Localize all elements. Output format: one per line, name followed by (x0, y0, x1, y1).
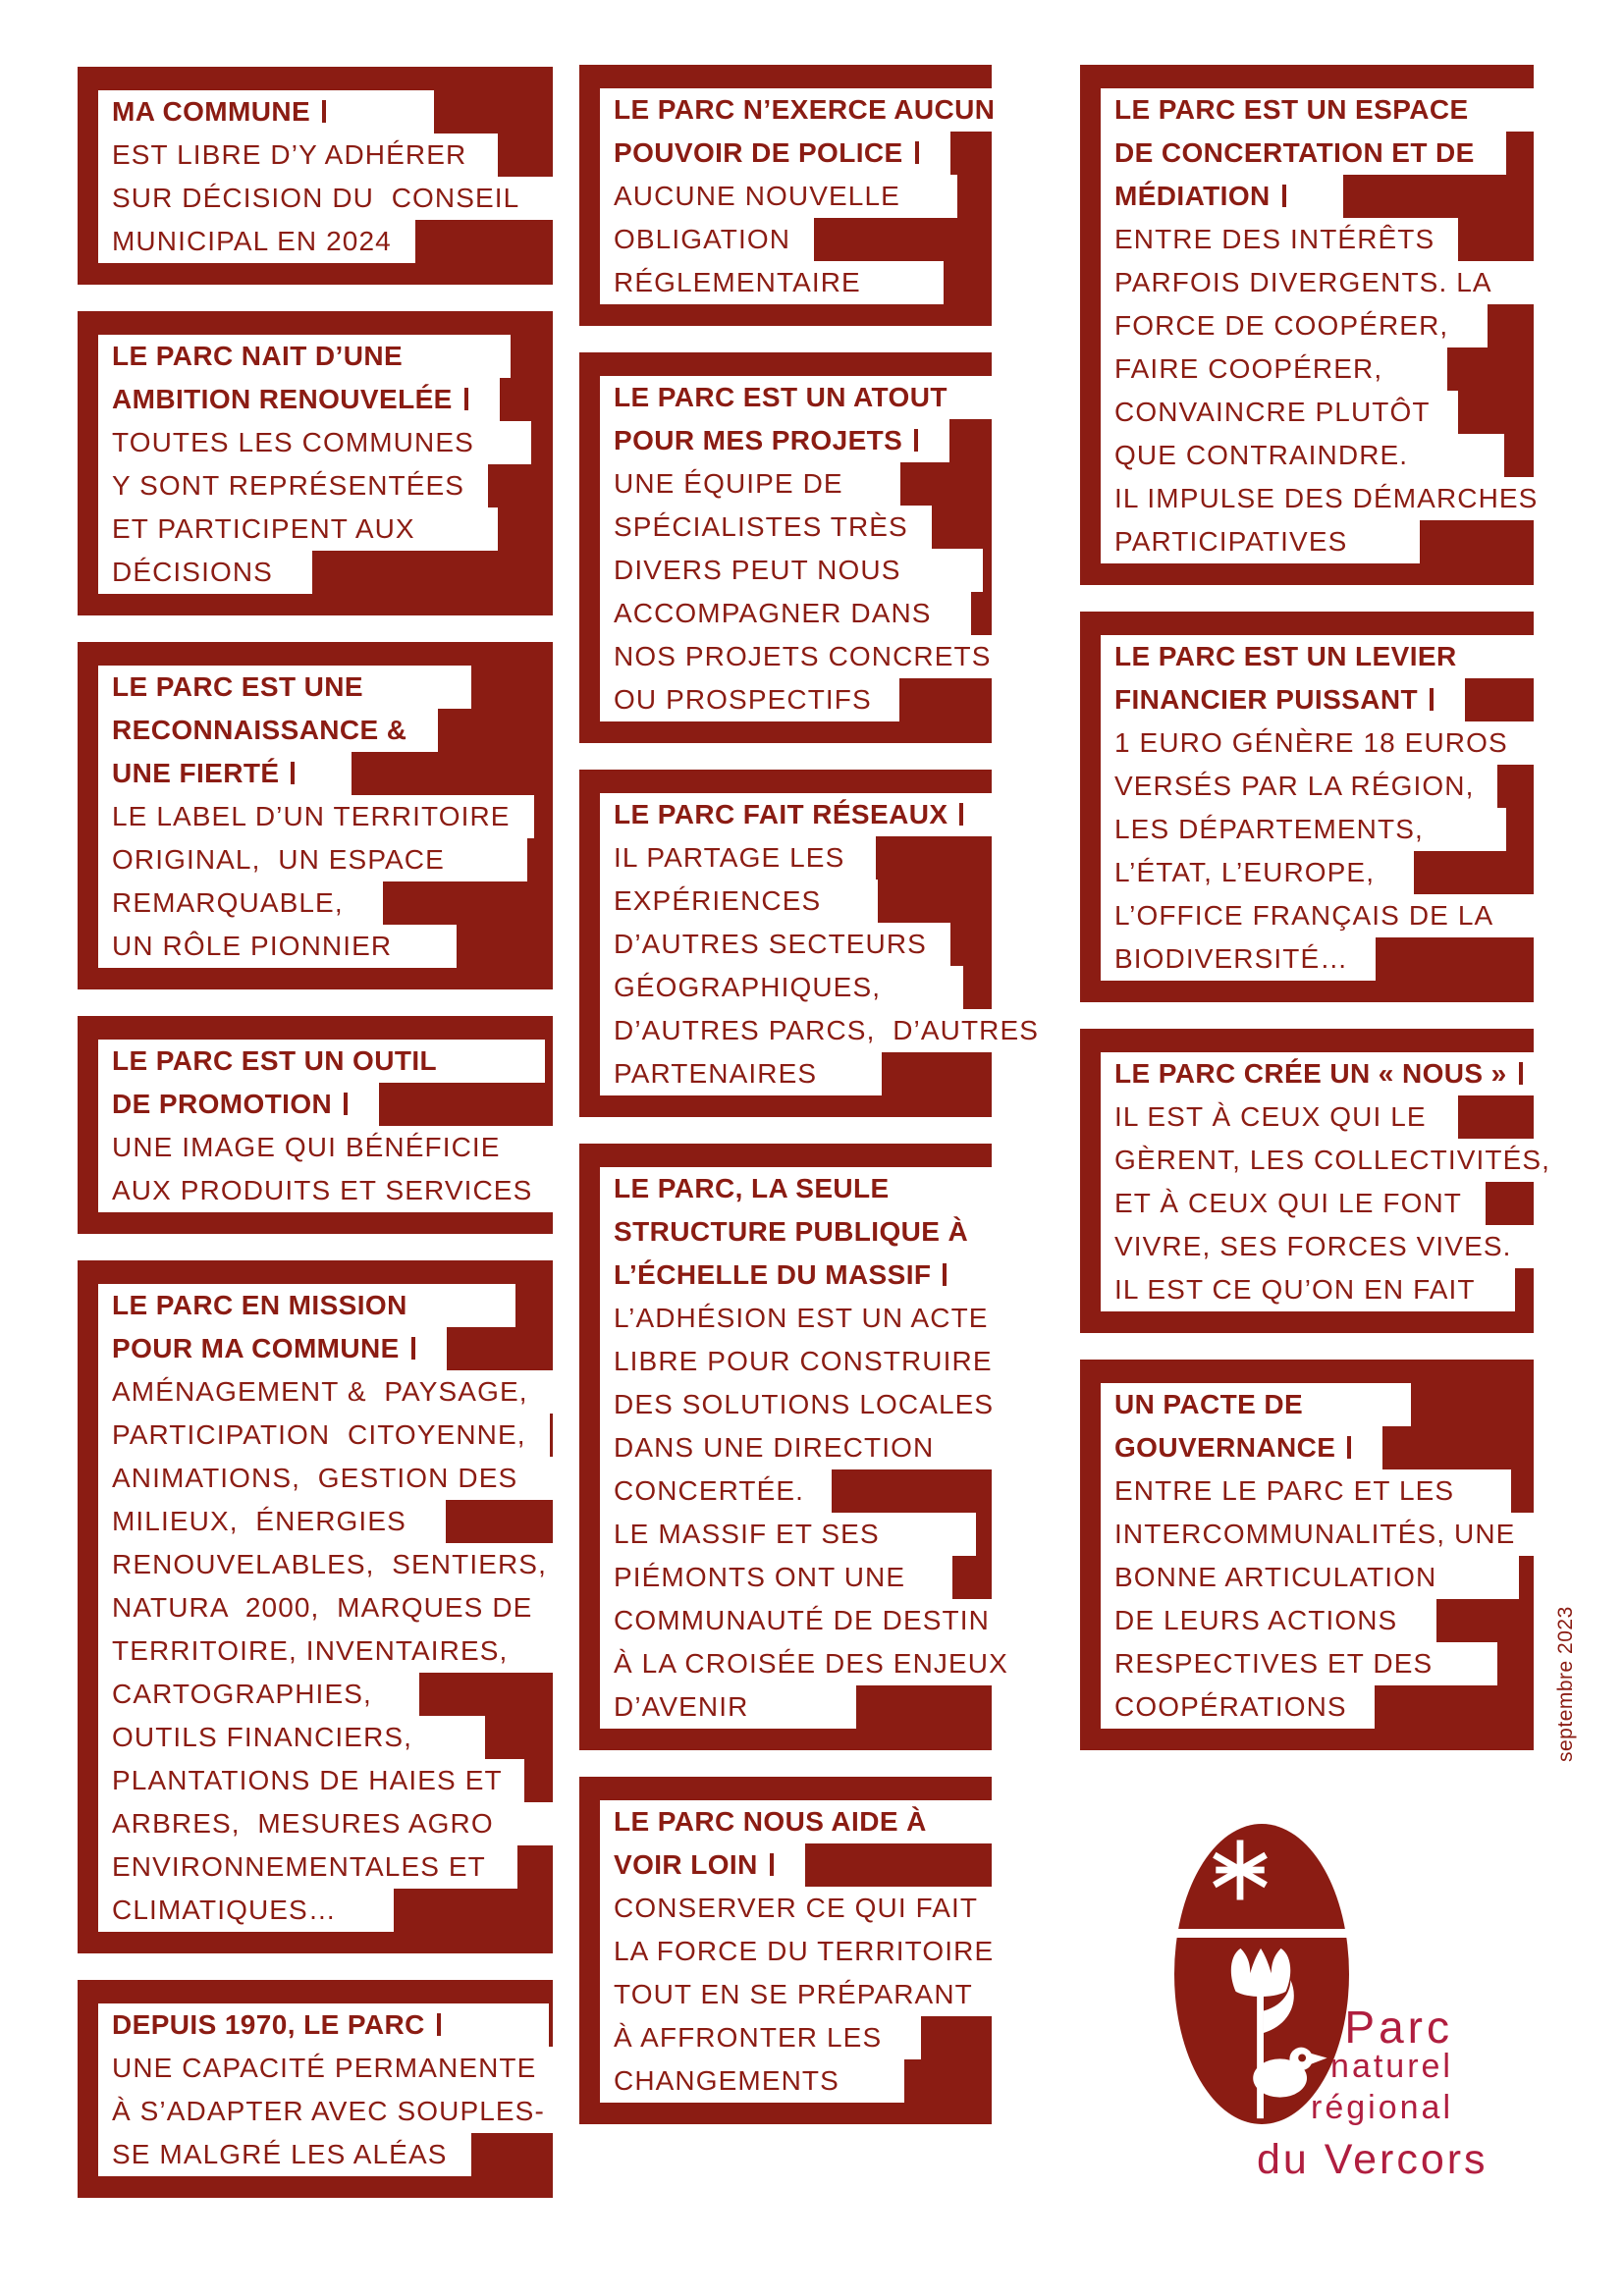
info-card (78, 642, 553, 989)
title-separator-bar (322, 100, 326, 123)
card-title-line: LE PARC CRÉE UN « NOUS » (1101, 1052, 1624, 1095)
card-body-line: ENTRE LE PARC ET LES (1101, 1469, 1511, 1513)
card-body-line: SE MALGRÉ LES ALÉAS (98, 2133, 471, 2176)
card-body-line: LA FORCE DU TERRITOIRE (600, 1930, 1017, 1973)
title-separator-bar (1519, 1062, 1523, 1085)
card-body-line: 1 EURO GÉNÈRE 18 EUROS (1101, 721, 1565, 765)
card-body-line: IL EST À CEUX QUI LE (1101, 1095, 1458, 1139)
card-body-line: AUX PRODUITS ET SERVICES (98, 1169, 556, 1212)
logo-word-regional: régional (1311, 2089, 1453, 2126)
column-middle (579, 65, 1040, 2151)
card-body-line: À LA CROISÉE DES ENJEUX (600, 1642, 1030, 1685)
card-body-line: REMARQUABLE, (98, 881, 383, 925)
card-body-line: ARBRES, MESURES AGRO (98, 1802, 602, 1845)
card-body-line: CHANGEMENTS (600, 2059, 904, 2103)
card-body-line: CONSERVER CE QUI FAIT (600, 1887, 1035, 1930)
card-title-line: POUR MES PROJETS (600, 419, 949, 462)
card-body-line: GÈRENT, LES COLLECTIVITÉS, (1101, 1139, 1607, 1182)
card-body-line: RÉGLEMENTAIRE (600, 261, 944, 304)
card-body-line: PARTICIPATIVES (1101, 520, 1420, 563)
card-title-line: POUR MA COMMUNE (98, 1327, 447, 1370)
info-card (1080, 65, 1539, 585)
title-separator-bar (914, 429, 918, 452)
card-body-line: CLIMATIQUES… (98, 1889, 394, 1932)
card-title-line: DE PROMOTION (98, 1083, 379, 1126)
card-title-line: UN PACTE DE (1101, 1383, 1411, 1426)
card-body-line: RENOUVELABLES, SENTIERS, (98, 1543, 612, 1586)
card-body-line: CONCERTÉE. (600, 1469, 832, 1513)
card-body-line: L’OFFICE FRANÇAIS DE LA (1101, 894, 1558, 937)
card-body-line: OU PROSPECTIFS (600, 678, 899, 721)
card-title-line: LE PARC EST UN ATOUT (600, 376, 1056, 419)
card-title-line: LE PARC, LA SEULE (600, 1167, 998, 1210)
card-title-line: DE CONCERTATION ET DE (1101, 132, 1506, 175)
info-card (78, 311, 553, 615)
info-card (579, 1777, 995, 2124)
card-body-line: D’AUTRES PARCS, D’AUTRES (600, 1009, 1078, 1052)
card-body-line: SUR DÉCISION DU CONSEIL (98, 177, 576, 220)
card-body-line: TERRITOIRE, INVENTAIRES, (98, 1629, 604, 1673)
card-body-line: SPÉCIALISTES TRÈS (600, 506, 932, 549)
card-body-line: LE LABEL D’UN TERRITOIRE (98, 795, 534, 838)
card-body-line: IL EST CE QU’ON EN FAIT (1101, 1268, 1515, 1311)
title-separator-bar (291, 762, 295, 784)
card-body-line: PARTICIPATION CITOYENNE, (98, 1414, 550, 1457)
card-body-line: AMÉNAGEMENT & PAYSAGE, (98, 1370, 585, 1414)
card-body-line: Y SONT REPRÉSENTÉES (98, 464, 488, 507)
card-body-line: ENVIRONNEMENTALES ET (98, 1845, 517, 1889)
card-body-line: BIODIVERSITÉ… (1101, 937, 1376, 981)
card-body-line: L’ÉTAT, L’EUROPE, (1101, 851, 1414, 894)
title-separator-bar (437, 2013, 441, 2036)
card-body-line: UNE IMAGE QUI BÉNÉFICIE (98, 1126, 558, 1169)
card-body-line: TOUT EN SE PRÉPARANT (600, 1973, 1056, 2016)
card-body-line: PARFOIS DIVERGENTS. LA (1101, 261, 1575, 304)
card-body-line: FAIRE COOPÉRER, (1101, 347, 1447, 391)
card-body-line: TOUTES LES COMMUNES (98, 421, 531, 464)
card-body-line: PARTENAIRES (600, 1052, 882, 1095)
card-body-line: PIÉMONTS ONT UNE (600, 1556, 952, 1599)
card-body-line: ET PARTICIPENT AUX (98, 507, 498, 551)
logo-word-parc: Parc (1344, 2002, 1453, 2053)
card-body-line: COOPÉRATIONS (1101, 1685, 1375, 1729)
card-body-line: MILIEUX, ÉNERGIES (98, 1500, 446, 1543)
info-card (78, 1260, 553, 1953)
title-separator-bar (1347, 1436, 1351, 1459)
card-body-line: RESPECTIVES ET DES (1101, 1642, 1497, 1685)
title-separator-bar (464, 388, 468, 410)
card-body-line: UNE CAPACITÉ PERMANENTE (98, 2047, 568, 2090)
card-body-line: NATURA 2000, MARQUES DE (98, 1586, 560, 1629)
card-title-line: L’ÉCHELLE DU MASSIF (600, 1254, 1003, 1297)
card-body-line: CONVAINCRE PLUTÔT (1101, 391, 1458, 434)
card-title-line: LE PARC NAIT D’UNE (98, 335, 511, 378)
card-body-line: VIVRE, SES FORCES VIVES. (1101, 1225, 1595, 1268)
card-title-line: FINANCIER PUISSANT (1101, 678, 1465, 721)
bird-eye (1298, 2055, 1306, 2062)
column-right (1080, 65, 1551, 1777)
card-body-line: MUNICIPAL EN 2024 (98, 220, 415, 263)
card-body-line: NOS PROJETS CONCRETS (600, 635, 1056, 678)
card-body-line: GÉOGRAPHIQUES, (600, 966, 963, 1009)
card-title-line: AMBITION RENOUVELÉE (98, 378, 500, 421)
card-title-line: STRUCTURE PUBLIQUE À (600, 1210, 1000, 1254)
info-card (1080, 612, 1534, 1002)
card-body-line: DIVERS PEUT NOUS (600, 549, 983, 592)
edition-date: septembre 2023 (1554, 1606, 1577, 1762)
card-body-line: EXPÉRIENCES (600, 880, 878, 923)
card-body-line: EST LIBRE D’Y ADHÉRER (98, 133, 498, 177)
card-body-line: DÉCISIONS (98, 551, 312, 594)
card-title-line: RECONNAISSANCE & (98, 709, 438, 752)
card-body-line: UNE ÉQUIPE DE (600, 462, 900, 506)
card-body-line: IL PARTAGE LES (600, 836, 876, 880)
card-body-line: FORCE DE COOPÉRER, (1101, 304, 1488, 347)
card-body-line: AUCUNE NOUVELLE (600, 175, 957, 218)
info-card (579, 1144, 1008, 1750)
info-card (1080, 1029, 1551, 1333)
card-body-line: ANIMATIONS, GESTION DES (98, 1457, 600, 1500)
card-body-line: DES SOLUTIONS LOCALES (600, 1383, 1033, 1426)
card-body-line: CARTOGRAPHIES, (98, 1673, 419, 1716)
info-card (78, 1016, 553, 1234)
info-card (78, 67, 553, 285)
card-title-line: UNE FIERTÉ (98, 752, 352, 795)
snowflake-star-icon (1210, 1840, 1271, 1900)
card-title-line: VOIR LOIN (600, 1843, 805, 1887)
title-separator-bar (1282, 185, 1286, 207)
card-body-line: UN RÔLE PIONNIER (98, 925, 457, 968)
card-body-line: DANS UNE DIRECTION (600, 1426, 999, 1469)
card-body-line: D’AUTRES SECTEURS (600, 923, 950, 966)
card-body-line: ORIGINAL, UN ESPACE (98, 838, 527, 881)
card-body-line: BONNE ARTICULATION (1101, 1556, 1519, 1599)
logo-word-naturel: naturel (1330, 2048, 1453, 2085)
card-body-line: OUTILS FINANCIERS, (98, 1716, 485, 1759)
card-title-line: LE PARC N’EXERCE AUCUN (600, 88, 1103, 132)
card-body-line: IL IMPULSE DES DÉMARCHES (1101, 477, 1585, 520)
card-body-line: COMMUNAUTÉ DE DESTIN (600, 1599, 1062, 1642)
title-separator-bar (770, 1853, 774, 1876)
card-body-line: À S’ADAPTER AVEC SOUPLES- (98, 2090, 602, 2133)
card-body-line: LIBRE POUR CONSTRUIRE (600, 1340, 1075, 1383)
card-title-line: LE PARC EST UN LEVIER (1101, 635, 1565, 678)
info-card (1080, 1360, 1534, 1750)
card-body-line: QUE CONTRAINDRE. (1101, 434, 1504, 477)
title-separator-bar (344, 1093, 348, 1115)
card-body-line: ENTRE DES INTÉRÊTS (1101, 218, 1458, 261)
card-body-line: LES DÉPARTEMENTS, (1101, 808, 1506, 851)
card-body-line: PLANTATIONS DE HAIES ET (98, 1759, 524, 1802)
card-body-line: D’AVENIR (600, 1685, 856, 1729)
title-separator-bar (943, 1263, 947, 1286)
title-separator-bar (915, 141, 919, 164)
card-title-line: LE PARC EN MISSION (98, 1284, 515, 1327)
card-title-line: MA COMMUNE (98, 90, 434, 133)
title-separator-bar (959, 803, 963, 826)
card-body-line: DE LEURS ACTIONS (1101, 1599, 1436, 1642)
card-body-line: L’ADHÉSION EST UN ACTE (600, 1297, 1012, 1340)
card-body-line: VERSÉS PAR LA RÉGION, (1101, 765, 1497, 808)
card-title-line: GOUVERNANCE (1101, 1426, 1382, 1469)
card-title-line: POUVOIR DE POLICE (600, 132, 950, 175)
card-body-line: LE MASSIF ET SES (600, 1513, 976, 1556)
card-body-line: ACCOMPAGNER DANS (600, 592, 971, 635)
logo-word-du-vercors: du Vercors (1257, 2136, 1489, 2183)
card-title-line: LE PARC EST UN ESPACE (1101, 88, 1577, 132)
title-separator-bar (1430, 688, 1434, 711)
card-title-line: DEPUIS 1970, LE PARC (98, 2003, 549, 2047)
card-body-line: OBLIGATION (600, 218, 814, 261)
card-body-line: INTERCOMMUNALITÉS, UNE (1101, 1513, 1539, 1556)
column-left (78, 67, 553, 2224)
info-card (579, 65, 996, 326)
card-title-line: LE PARC NOUS AIDE À (600, 1800, 1035, 1843)
logo-horizon-divider (1174, 1929, 1349, 1938)
card-title-line: LE PARC EST UNE (98, 666, 471, 709)
card-title-line: MÉDIATION (1101, 175, 1343, 218)
card-title-line: LE PARC EST UN OUTIL (98, 1040, 545, 1083)
card-title-line: LE PARC FAIT RÉSEAUX (600, 793, 1071, 836)
info-card (579, 352, 992, 743)
card-body-line: À AFFRONTER LES (600, 2016, 921, 2059)
info-card (78, 1980, 553, 2198)
title-separator-bar (411, 1337, 415, 1360)
info-card (579, 770, 1040, 1117)
card-body-line: ET À CEUX QUI LE FONT (1101, 1182, 1486, 1225)
parc-vercors-logo (1159, 1816, 1571, 2248)
